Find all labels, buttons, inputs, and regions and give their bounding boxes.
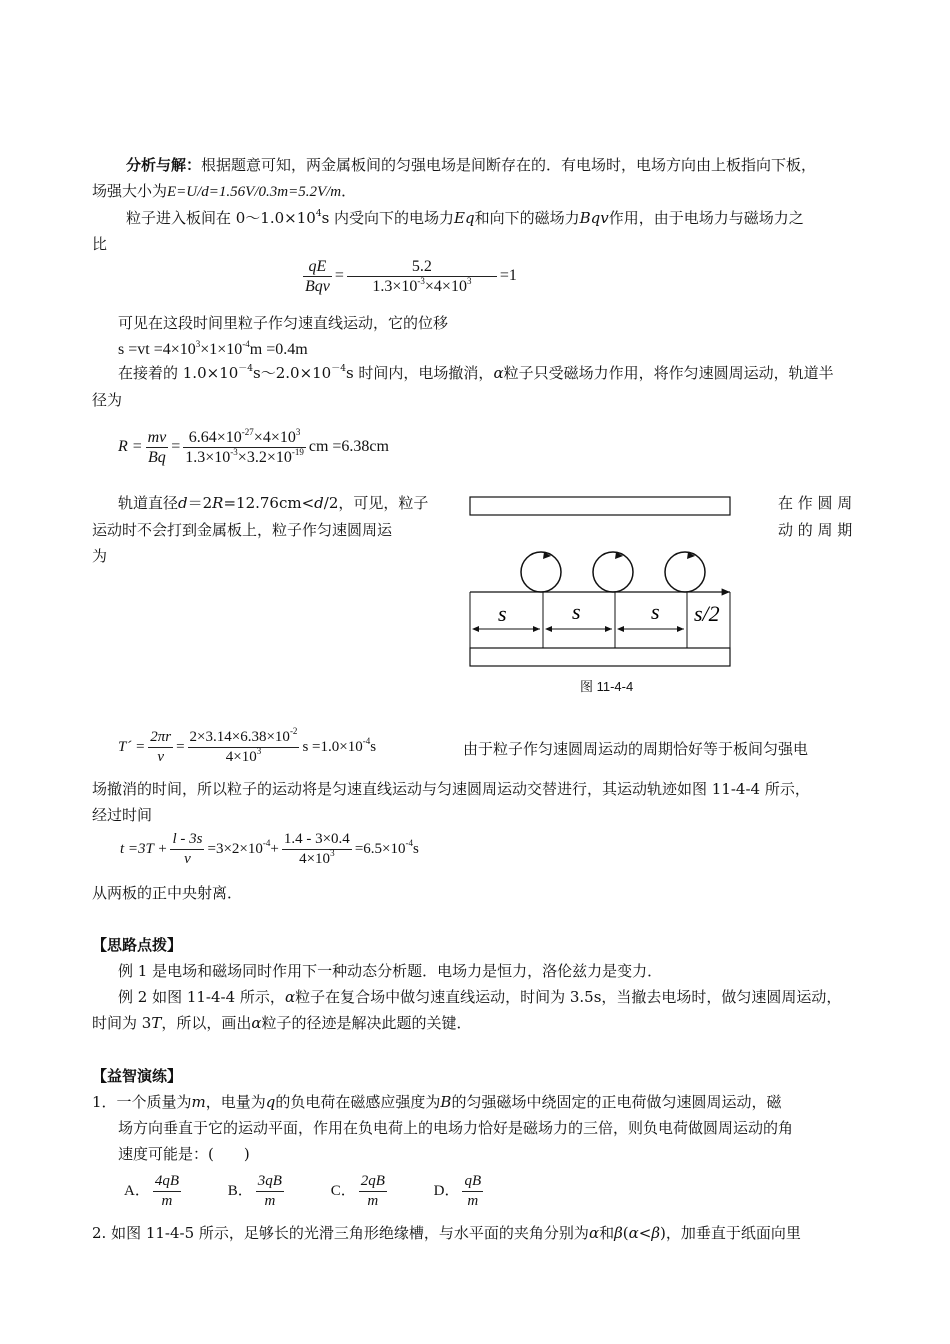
exercises-heading: 【益智演练】 [92, 1067, 183, 1085]
analysis-line-7: 径为 [92, 391, 123, 409]
equation-radius: R = $\frac{mv}{Bq}$ = $\frac{6.64\times 10^{-27}\times 4\times 10^3}{1.3\times 10^{-3}\times 3.2\times 10^{-19}}$ cm =6.38cm [118, 427, 389, 466]
equation-displacement: $s =vt =4\times 10^3\times 1\times 10^{-4}m =0.4m$ [118, 339, 308, 358]
tips-line-1: 例 1 是电场和磁场同时作用下一种动态分析题．电场力是恒力，洛伦兹力是变力． [118, 962, 663, 980]
option-b[interactable]: B． $\frac{3qB}{m}$ [227, 1173, 282, 1209]
question-1-line-1: 1．一个质量为m，电量为q的负电荷在磁感应强度为B的匀强磁场中绕固定的正电荷做匀速圆周运动，磁 [92, 1093, 782, 1111]
segment-label: s [498, 601, 507, 626]
analysis-line-13: 经过时间 [92, 806, 153, 824]
tips-line-3: 时间为 3T，所以，画出α粒子的径迹是解决此题的关键． [92, 1014, 472, 1032]
analysis-line-8: 轨道直径d＝2R=12.76cm<d/2，可见，粒子 [118, 494, 429, 512]
question-1-line-2: 场方向垂直于它的运动平面，作用在负电荷上的电场力恰好是磁场力的三倍，则负电荷做圆周运动的角 [118, 1119, 794, 1137]
upper-plate [470, 497, 730, 515]
segment-label: s [572, 599, 581, 624]
option-d[interactable]: D． $\frac{qB}{m}$ [433, 1173, 482, 1209]
analysis-line-2: 场强大小为E=U/d=1.56V/0.3m=5.2V/m． [92, 182, 357, 200]
analysis-line-5: 可见在这段时间里粒子作匀速直线运动，它的位移 [118, 314, 449, 332]
question-1-options [124, 1172, 526, 1211]
circular-orbit [521, 552, 561, 592]
analysis-line-14: 从两板的正中央射离． [92, 884, 243, 902]
tips-heading: 【思路点拨】 [92, 936, 183, 954]
tips-line-2: 例 2 如图 11-4-4 所示，α粒子在复合场中做匀速直线运动，时间为 3.5s，当撤去电场时，做匀速圆周运动， [118, 988, 842, 1006]
question-2-line-1: 2. 如图 11-4-5 所示，足够长的光滑三角形绝缘槽，与水平面的夹角分别为α和β(α<β)，加垂直于纸面向里 [92, 1224, 801, 1242]
analysis-line-12: 场撤消的时间，所以粒子的运动将是匀速直线运动与匀速圆周运动交替进行，其运动轨迹如图 11-4-4 所示， [92, 780, 810, 798]
analysis-line-4: 比 [92, 235, 108, 253]
analysis-line-8-right: 在 作 圆 周 [778, 494, 853, 512]
trajectory-figure [468, 495, 732, 705]
figure-caption: 图 11-4-4 [580, 679, 634, 694]
circular-orbit [593, 552, 633, 592]
analysis-line-6: 在接着的 $1.0\times 10^{-4}s\sim 2.0\times 10^{-4}s$ 时间内，电场撤消，α粒子只受磁场力作用，将作匀速圆周运动，轨道半 [118, 364, 834, 382]
equation-period: T´ = $\frac{2\pi r}{v}$ = $\frac{2\times 3.14\times 6.38\times 10^{-2}}{4\times 10^3}$ $s =1.0\times 10^{-4}s$ [118, 726, 377, 765]
analysis-line-3: 粒子进入板间在 $0\sim 1.0\times 10^4s$ 内受向下的电场力Eq和向下的磁场力Bqv作用，由于电场力与磁场力之 [126, 209, 804, 227]
circular-orbit [665, 552, 705, 592]
analysis-line-1: 分析与解：根据题意可知，两金属板间的匀强电场是间断存在的．有电场时，电场方向由上板指向下板， [126, 156, 817, 174]
lower-plate [470, 648, 730, 666]
option-c[interactable]: C． $\frac{2qB}{m}$ [330, 1173, 385, 1209]
option-a[interactable]: A． $\frac{4qB}{m}$ [124, 1173, 180, 1209]
analysis-heading: 分析与解： [126, 156, 202, 174]
equation-ratio: $\frac{qE}{\text{Bqv}}$ = $\frac{5.2}{1.3\times 10^{-3}\times 4\times 10^3}$ =1 [305, 258, 517, 295]
segment-label: s/2 [694, 601, 720, 626]
equation-time: t =3T + $\frac{l - 3s}{v}$ $=3\times 2\times 10^{-4}+$ $\frac{1.4 - 3\times 0.4}{4\times 10^3}$ $=6.5\times 10^{-4}s$ [120, 831, 419, 867]
analysis-line-10: 为 [92, 547, 108, 565]
segment-label: s [651, 599, 660, 624]
analysis-line-11: 由于粒子作匀速圆周运动的周期恰好等于板间匀强电 [463, 740, 809, 758]
analysis-line-9: 运动时不会打到金属板上，粒子作匀速圆周运 [92, 521, 393, 539]
question-1-line-3: 速度可能是：( ) [118, 1145, 250, 1163]
analysis-line-9-right: 动 的 周 期 [778, 521, 853, 539]
